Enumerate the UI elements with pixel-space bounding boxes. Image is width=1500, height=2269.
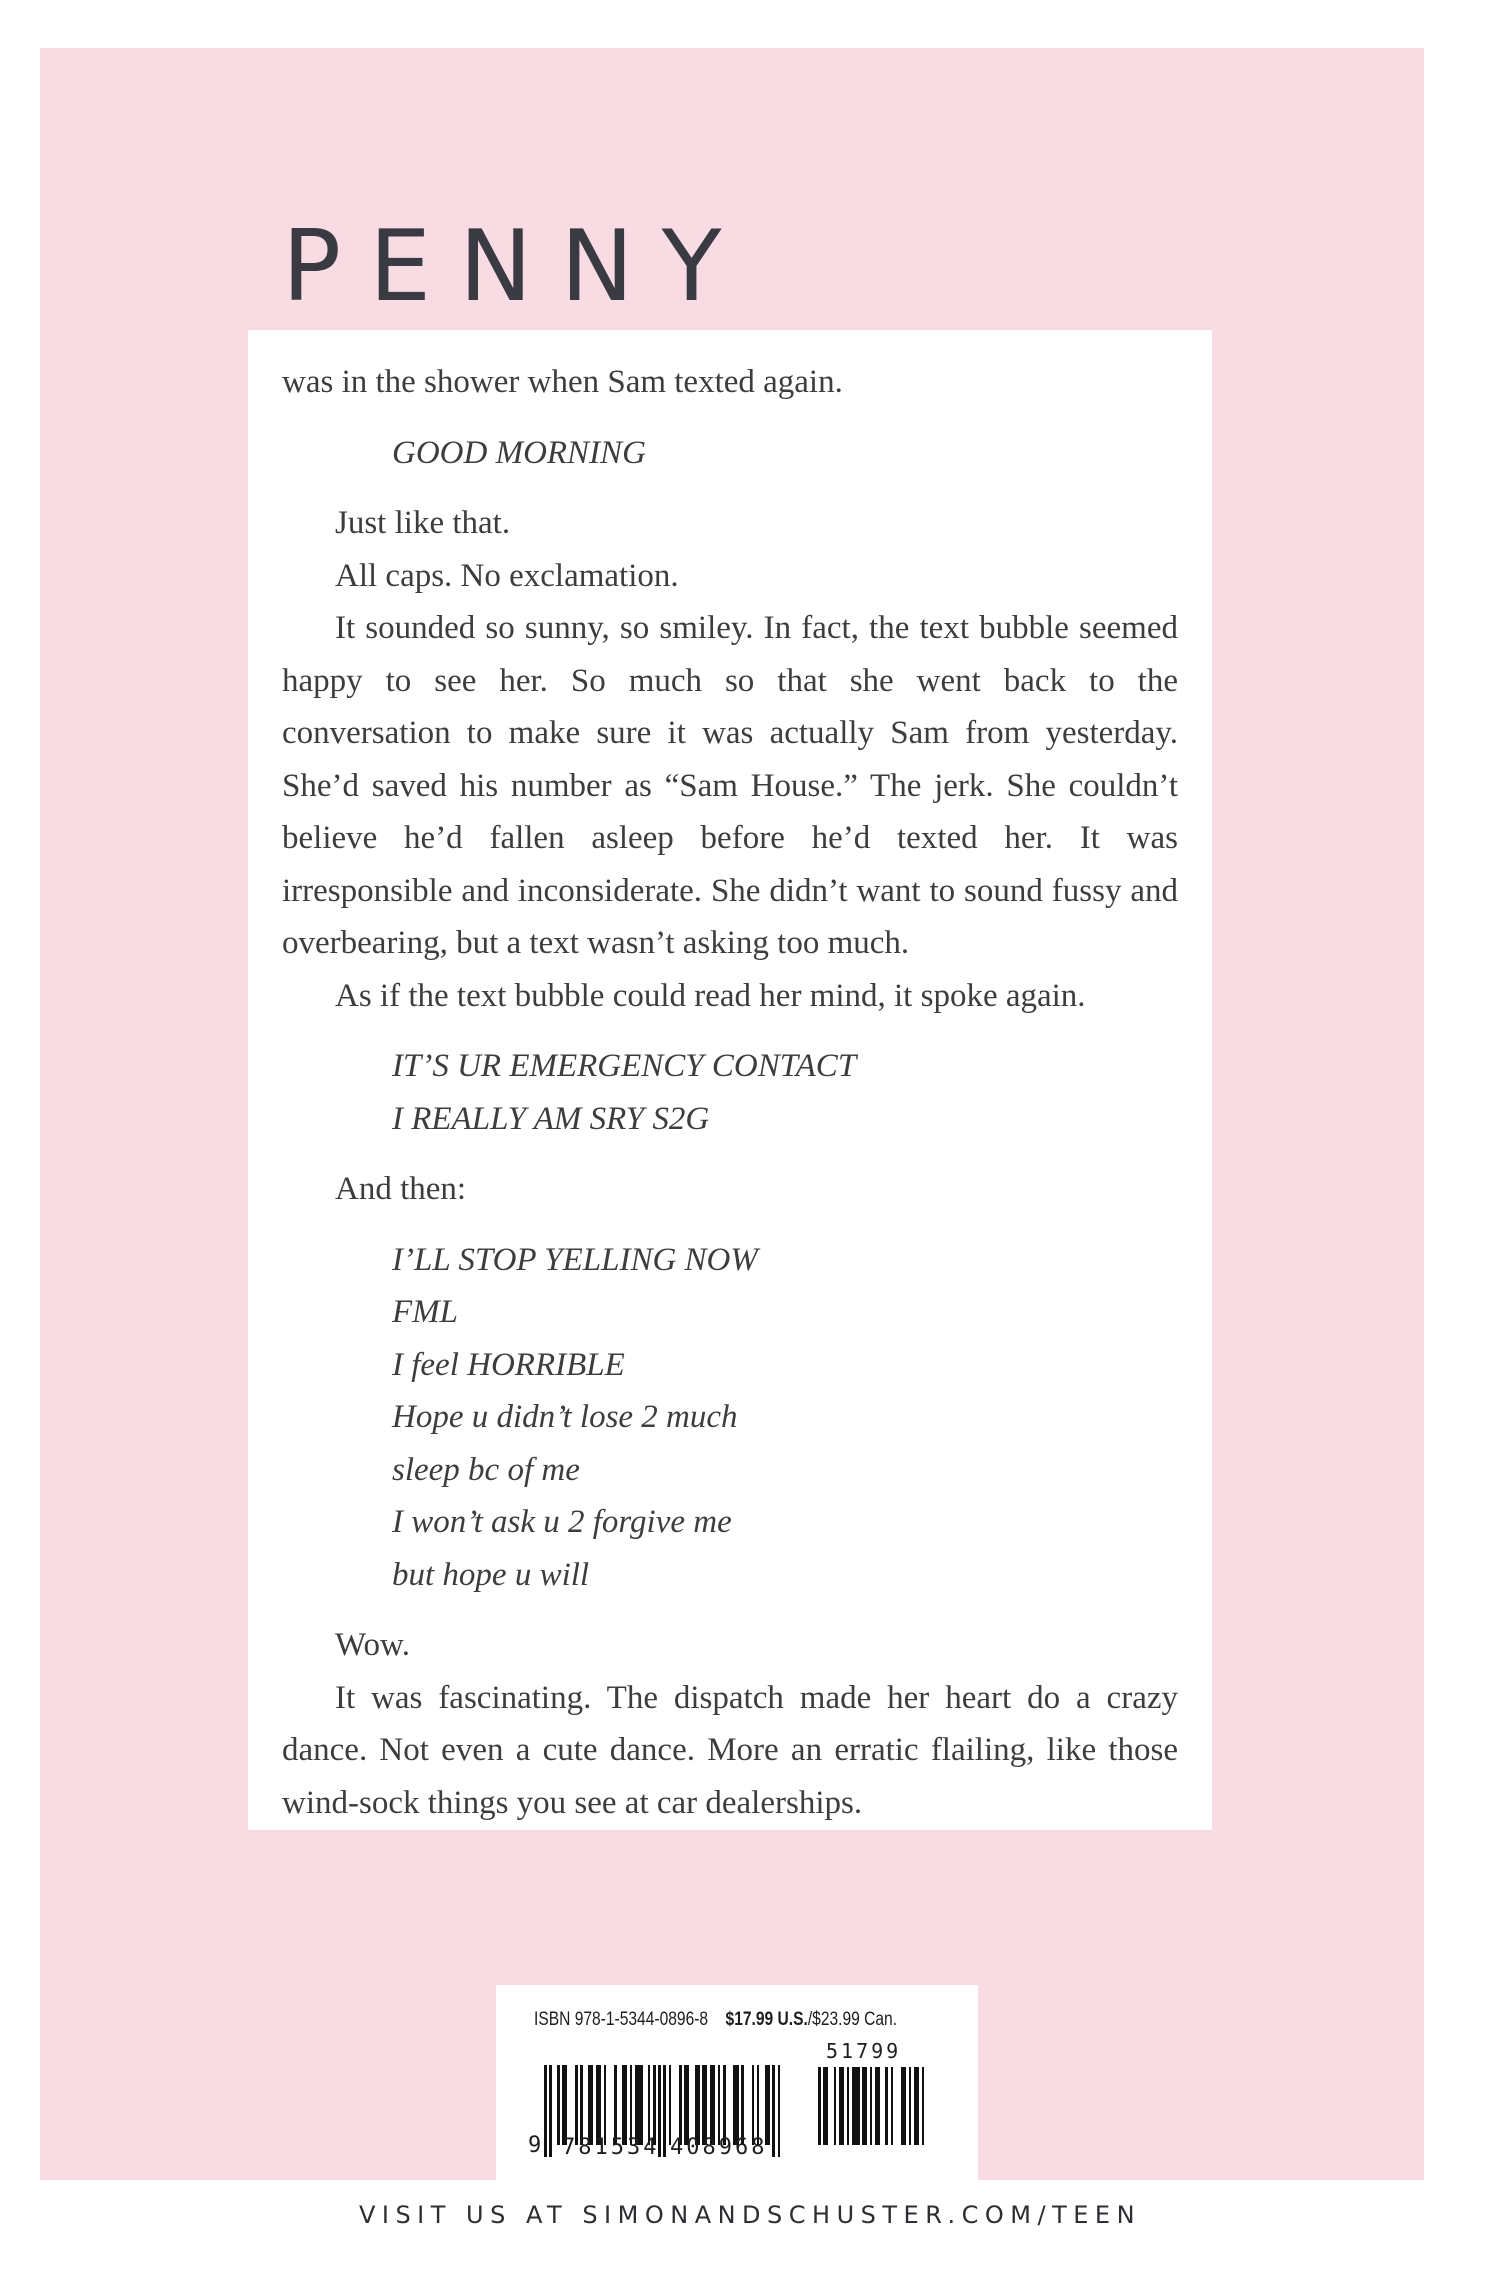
- excerpt-paragraph: And then:: [335, 1171, 467, 1207]
- barcode-bar: [635, 2065, 643, 2145]
- publisher-website: VISIT US AT SIMONANDSCHUSTER.COM/TEEN: [358, 2201, 1142, 2229]
- price-canada: /$23.99 Can.: [807, 2009, 898, 2030]
- barcode-space: [606, 2065, 614, 2145]
- barcode-left-digits: 781534: [562, 2135, 660, 2160]
- text-message-line: but hope u will: [392, 1556, 590, 1593]
- text-message-line: FML: [392, 1294, 458, 1330]
- barcode-space: [726, 2065, 734, 2145]
- excerpt-paragraph: All caps. No exclamation.: [335, 557, 679, 594]
- price-addon-barcode: [818, 2067, 924, 2145]
- chapter-heading: PENNY: [282, 210, 750, 324]
- excerpt-paragraph: was in the shower when Sam texted again.: [282, 364, 843, 400]
- excerpt-paragraph: Just like that.: [335, 505, 511, 541]
- text-message-line: sleep bc of me: [392, 1451, 580, 1488]
- barcode-space: [893, 2067, 901, 2145]
- isbn-barcode-box: [496, 1985, 978, 2180]
- barcode-right-digits: 408968: [670, 2135, 768, 2160]
- excerpt-text: [282, 356, 1178, 1829]
- text-message-line: I’LL STOP YELLING NOW: [392, 1241, 758, 1278]
- text-message-line: I feel HORRIBLE: [392, 1346, 625, 1383]
- text-message-line: I REALLY AM SRY S2G: [392, 1100, 710, 1137]
- barcode-space: [567, 2065, 575, 2145]
- excerpt-paragraph: Wow.: [335, 1627, 410, 1663]
- barcode-bar: [778, 2065, 781, 2157]
- barcode-space: [744, 2065, 752, 2145]
- excerpt-paragraph: It sounded so sunny, so smiley. In fact, the text bubble seemed happy to see her. So much so that she went back to the conversation to make sure it was actually Sam from yesterday. She’d saved his number as “Sam House.” The jerk. She couldn’t believe he’d fallen asleep before he’d texted her. It was irresponsible and inconsiderate. She didn’t want to sound fussy and overbearing, but a text wasn’t asking too much.: [282, 610, 1178, 961]
- barcode-lead-digit: 9: [528, 2133, 542, 2158]
- barcode-bar: [922, 2067, 925, 2145]
- barcode-bar: [852, 2067, 860, 2145]
- text-message-line: Hope u didn’t lose 2 much: [392, 1399, 738, 1435]
- price-us: $17.99 U.S.: [725, 2009, 808, 2030]
- excerpt-paragraph: It was fascinating. The dispatch made her heart do a crazy dance. Not even a cute dance. More an erratic flailing, like those wind-sock things you see at car dealerships.: [282, 1679, 1178, 1821]
- excerpt-paragraph: As if the text bubble could read her mind, it spoke again.: [335, 977, 1086, 1014]
- text-message-line: I won’t ask u 2 forgive me: [392, 1504, 732, 1540]
- ean-barcode: [544, 2065, 780, 2145]
- text-message-line: IT’S UR EMERGENCY CONTACT: [392, 1048, 857, 1084]
- addon-digits: 51799: [826, 2039, 902, 2063]
- excerpt-panel: [248, 330, 1212, 1830]
- isbn-price-line: [534, 2009, 897, 2031]
- text-message-line: GOOD MORNING: [392, 434, 646, 471]
- barcode-space: [671, 2065, 679, 2145]
- isbn-number: ISBN 978-1-5344-0896-8: [534, 2009, 709, 2030]
